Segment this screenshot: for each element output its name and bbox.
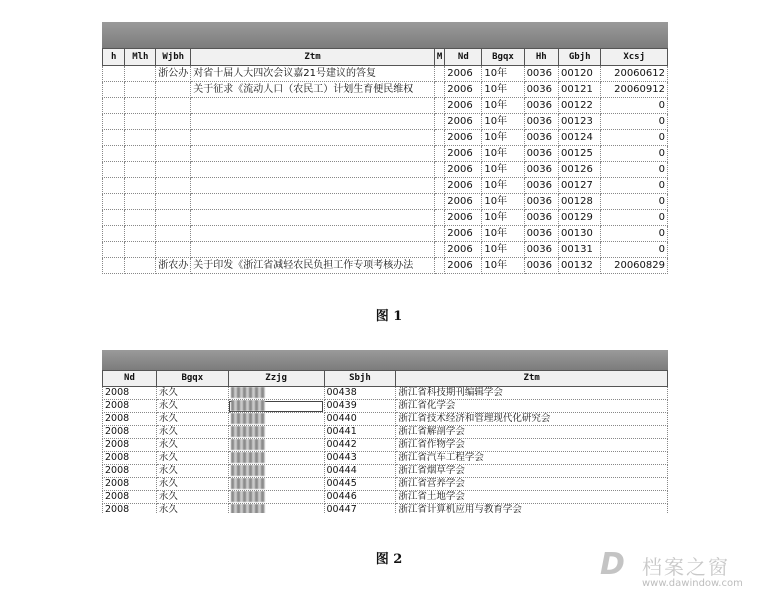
table-row[interactable] [103, 400, 668, 413]
cell-hh[interactable]: 0036 [524, 66, 558, 82]
cell-ztm[interactable]: 浙江省科技期刊编辑学会 [396, 387, 668, 400]
cell-hh[interactable]: 0036 [524, 130, 558, 146]
cell-hh[interactable]: 0036 [524, 226, 558, 242]
cell-xcsj[interactable]: 0 [601, 98, 668, 114]
cell-mlh[interactable] [125, 226, 156, 242]
redacted-value [231, 426, 265, 437]
cell-wjbh[interactable] [156, 130, 191, 146]
cell-gbjh[interactable]: 00123 [559, 114, 601, 130]
cell-bgqx[interactable]: 永久 [156, 426, 228, 439]
cell-wjbh[interactable] [156, 146, 191, 162]
cell-sbjh[interactable]: 00445 [324, 478, 396, 491]
cell-gbjh[interactable]: 00120 [559, 66, 601, 82]
cell-wjbh[interactable] [156, 82, 191, 98]
cell-bgqx[interactable]: 10年 [482, 210, 524, 226]
cell-ztm[interactable]: 浙江省作物学会 [396, 439, 668, 452]
cell-bgqx[interactable]: 永久 [156, 439, 228, 452]
cell-nd[interactable]: 2006 [445, 258, 482, 274]
cell-bgqx[interactable]: 10年 [482, 226, 524, 242]
cell-hh[interactable]: 0036 [524, 210, 558, 226]
redacted-value [231, 465, 265, 476]
cell-nd[interactable]: 2008 [103, 439, 157, 452]
cell-m[interactable] [434, 66, 444, 82]
cell-mlh[interactable] [125, 146, 156, 162]
cell-bgqx[interactable]: 永久 [156, 465, 228, 478]
cell-bgqx[interactable]: 永久 [156, 400, 228, 413]
cell-h[interactable] [103, 98, 125, 114]
cell-sbjh[interactable]: 00438 [324, 387, 396, 400]
cell-ztm[interactable] [191, 226, 435, 242]
table-row[interactable] [103, 465, 668, 478]
cell-ztm[interactable]: 浙江省化学会 [396, 400, 668, 413]
cell-mlh[interactable] [125, 162, 156, 178]
table-row[interactable] [103, 146, 668, 162]
redacted-value [231, 504, 265, 513]
cell-hh[interactable]: 0036 [524, 162, 558, 178]
table-row[interactable] [103, 226, 668, 242]
site-watermark [600, 547, 770, 597]
table-row[interactable] [103, 130, 668, 146]
table-row[interactable] [103, 66, 668, 82]
table-header-row [103, 49, 668, 66]
cell-sbjh[interactable]: 00441 [324, 426, 396, 439]
cell-m[interactable] [434, 82, 444, 98]
cell-nd[interactable]: 2006 [445, 66, 482, 82]
cell-sbjh[interactable]: 00447 [324, 504, 396, 514]
cell-ztm[interactable]: 浙江省土地学会 [396, 491, 668, 504]
cell-bgqx[interactable]: 10年 [482, 146, 524, 162]
column-header-m[interactable]: M [434, 49, 444, 66]
cell-xcsj[interactable]: 20060912 [601, 82, 668, 98]
cell-nd[interactable]: 2006 [445, 226, 482, 242]
cell-nd[interactable]: 2006 [445, 194, 482, 210]
column-header-xcsj[interactable]: Xcsj [601, 49, 668, 66]
cell-zzjg[interactable] [228, 491, 324, 504]
redacted-value [231, 439, 265, 450]
watermark-logo: D [600, 547, 625, 582]
watermark-url: www.dawindow.com [642, 578, 743, 589]
cell-zzjg[interactable] [228, 452, 324, 465]
column-header-h[interactable]: h [103, 49, 125, 66]
cell-nd[interactable]: 2008 [103, 491, 157, 504]
cell-bgqx[interactable]: 10年 [482, 162, 524, 178]
cell-m[interactable] [434, 98, 444, 114]
cell-ztm[interactable]: 浙江省营养学会 [396, 478, 668, 491]
table-row[interactable] [103, 114, 668, 130]
cell-ztm[interactable]: 对省十届人大四次会议嘉21号建议的答复 [191, 66, 435, 82]
cell-mlh[interactable] [125, 130, 156, 146]
table-row[interactable] [103, 452, 668, 465]
cell-gbjh[interactable]: 00132 [559, 258, 601, 274]
redacted-value [231, 413, 265, 424]
cell-xcsj[interactable]: 0 [601, 162, 668, 178]
cell-bgqx[interactable]: 10年 [482, 242, 524, 258]
table-row[interactable] [103, 491, 668, 504]
cell-nd[interactable]: 2006 [445, 82, 482, 98]
cell-wjbh[interactable] [156, 226, 191, 242]
cell-sbjh[interactable]: 00444 [324, 465, 396, 478]
cell-m[interactable] [434, 226, 444, 242]
figure-2-screenshot [102, 350, 668, 513]
cell-m[interactable] [434, 178, 444, 194]
cell-sbjh[interactable]: 00439 [324, 400, 396, 413]
cell-hh[interactable]: 0036 [524, 98, 558, 114]
column-header-ztm[interactable]: Ztm [396, 371, 668, 387]
cell-nd[interactable]: 2008 [103, 387, 157, 400]
table-row[interactable] [103, 98, 668, 114]
redacted-value [231, 387, 265, 398]
cell-nd[interactable]: 2008 [103, 504, 157, 514]
cell-zzjg[interactable] [228, 426, 324, 439]
cell-wjbh[interactable] [156, 98, 191, 114]
window-title-bar [102, 22, 668, 48]
table-row[interactable] [103, 210, 668, 226]
cell-bgqx[interactable]: 永久 [156, 504, 228, 514]
cell-h[interactable] [103, 146, 125, 162]
cell-xcsj[interactable]: 0 [601, 114, 668, 130]
cell-ztm[interactable] [191, 210, 435, 226]
cell-h[interactable] [103, 242, 125, 258]
cell-wjbh[interactable] [156, 210, 191, 226]
cell-hh[interactable]: 0036 [524, 242, 558, 258]
cell-m[interactable] [434, 210, 444, 226]
cell-nd[interactable]: 2006 [445, 210, 482, 226]
cell-wjbh[interactable] [156, 194, 191, 210]
cell-mlh[interactable] [125, 82, 156, 98]
cell-gbjh[interactable]: 00127 [559, 178, 601, 194]
cell-ztm[interactable]: 浙江省烟草学会 [396, 465, 668, 478]
cell-m[interactable] [434, 242, 444, 258]
cell-xcsj[interactable]: 20060829 [601, 258, 668, 274]
column-header-nd[interactable]: Nd [445, 49, 482, 66]
cell-mlh[interactable] [125, 210, 156, 226]
cell-ztm[interactable] [191, 242, 435, 258]
cell-gbjh[interactable]: 00125 [559, 146, 601, 162]
cell-gbjh[interactable]: 00129 [559, 210, 601, 226]
cell-ztm[interactable] [191, 130, 435, 146]
table-row[interactable] [103, 194, 668, 210]
cell-nd[interactable]: 2006 [445, 178, 482, 194]
table-row[interactable] [103, 258, 668, 274]
cell-hh[interactable]: 0036 [524, 178, 558, 194]
watermark-name: 档案之窗 [642, 555, 730, 579]
cell-sbjh[interactable]: 00446 [324, 491, 396, 504]
column-header-sbjh[interactable]: Sbjh [324, 371, 396, 387]
cell-zzjg[interactable] [228, 504, 324, 514]
cell-xcsj[interactable]: 0 [601, 194, 668, 210]
cell-ztm[interactable]: 关于征求《流动人口（农民工）计划生育便民维权 [191, 82, 435, 98]
cell-ztm[interactable] [191, 98, 435, 114]
cell-wjbh[interactable]: 浙农办 [156, 258, 191, 274]
cell-zzjg[interactable] [228, 439, 324, 452]
table-row[interactable] [103, 426, 668, 439]
table-row[interactable] [103, 162, 668, 178]
figure-2-caption: 图 2 [375, 552, 403, 567]
cell-xcsj[interactable]: 0 [601, 178, 668, 194]
cell-h[interactable] [103, 82, 125, 98]
cell-zzjg[interactable] [228, 413, 324, 426]
column-header-hh[interactable]: Hh [524, 49, 558, 66]
cell-gbjh[interactable]: 00126 [559, 162, 601, 178]
column-header-ztm[interactable]: Ztm [191, 49, 435, 66]
cell-gbjh[interactable]: 00124 [559, 130, 601, 146]
column-header-wjbh[interactable]: Wjbh [156, 49, 191, 66]
cell-h[interactable] [103, 130, 125, 146]
table-row[interactable] [103, 439, 668, 452]
table-row[interactable] [103, 413, 668, 426]
cell-wjbh[interactable] [156, 178, 191, 194]
table-row[interactable] [103, 504, 668, 514]
window-title-bar [102, 350, 668, 370]
cell-nd[interactable]: 2006 [445, 162, 482, 178]
cell-nd[interactable]: 2006 [445, 146, 482, 162]
cell-xcsj[interactable]: 0 [601, 210, 668, 226]
cell-h[interactable] [103, 66, 125, 82]
cell-gbjh[interactable]: 00130 [559, 226, 601, 242]
cell-ztm[interactable]: 关于印发《浙江省减轻农民负担工作专项考核办法 [191, 258, 435, 274]
cell-nd[interactable]: 2008 [103, 426, 157, 439]
cell-zzjg[interactable] [228, 400, 324, 413]
cell-bgqx[interactable]: 永久 [156, 491, 228, 504]
cell-bgqx[interactable]: 10年 [482, 194, 524, 210]
cell-gbjh[interactable]: 00128 [559, 194, 601, 210]
cell-ztm[interactable] [191, 114, 435, 130]
figure-1-caption: 图 1 [375, 309, 403, 324]
cell-wjbh[interactable] [156, 162, 191, 178]
cell-gbjh[interactable]: 00131 [559, 242, 601, 258]
cell-bgqx[interactable]: 10年 [482, 82, 524, 98]
cell-h[interactable] [103, 226, 125, 242]
cell-bgqx[interactable]: 10年 [482, 130, 524, 146]
cell-mlh[interactable] [125, 98, 156, 114]
column-header-bgqx[interactable]: Bgqx [156, 371, 228, 387]
redacted-value [231, 452, 265, 463]
cell-mlh[interactable] [125, 258, 156, 274]
cell-xcsj[interactable]: 0 [601, 130, 668, 146]
figure-1-screenshot [102, 22, 668, 278]
cell-m[interactable] [434, 114, 444, 130]
cell-h[interactable] [103, 194, 125, 210]
redacted-value [231, 478, 265, 489]
cell-hh[interactable]: 0036 [524, 146, 558, 162]
column-header-bgqx[interactable]: Bgqx [482, 49, 524, 66]
cell-mlh[interactable] [125, 114, 156, 130]
cell-ztm[interactable] [191, 178, 435, 194]
cell-ztm[interactable]: 浙江省技术经济和管理现代化研究会 [396, 413, 668, 426]
cell-bgqx[interactable]: 10年 [482, 66, 524, 82]
cell-h[interactable] [103, 258, 125, 274]
cell-ztm[interactable] [191, 146, 435, 162]
cell-zzjg[interactable] [228, 478, 324, 491]
cell-h[interactable] [103, 178, 125, 194]
table-row[interactable] [103, 178, 668, 194]
cell-mlh[interactable] [125, 194, 156, 210]
cell-bgqx[interactable]: 10年 [482, 98, 524, 114]
cell-nd[interactable]: 2006 [445, 114, 482, 130]
column-header-zzjg[interactable]: Zzjg [228, 371, 324, 387]
cell-nd[interactable]: 2006 [445, 130, 482, 146]
cell-h[interactable] [103, 162, 125, 178]
table-header-row [103, 371, 668, 387]
cell-wjbh[interactable]: 浙公办 [156, 66, 191, 82]
cell-nd[interactable]: 2008 [103, 478, 157, 491]
cell-h[interactable] [103, 114, 125, 130]
cell-m[interactable] [434, 130, 444, 146]
cell-nd[interactable]: 2008 [103, 465, 157, 478]
cell-ztm[interactable] [191, 194, 435, 210]
cell-mlh[interactable] [125, 66, 156, 82]
cell-zzjg[interactable] [228, 465, 324, 478]
table-row[interactable] [103, 242, 668, 258]
cell-ztm[interactable]: 浙江省计算机应用与教育学会 [396, 504, 668, 514]
cell-wjbh[interactable] [156, 114, 191, 130]
cell-hh[interactable]: 0036 [524, 114, 558, 130]
cell-nd[interactable]: 2008 [103, 452, 157, 465]
redacted-value [231, 491, 265, 502]
cell-xcsj[interactable]: 20060612 [601, 66, 668, 82]
cell-mlh[interactable] [125, 178, 156, 194]
cell-bgqx[interactable]: 永久 [156, 387, 228, 400]
cell-nd[interactable]: 2006 [445, 242, 482, 258]
cell-m[interactable] [434, 162, 444, 178]
cell-bgqx[interactable]: 10年 [482, 114, 524, 130]
cell-xcsj[interactable]: 0 [601, 146, 668, 162]
cell-hh[interactable]: 0036 [524, 194, 558, 210]
cell-mlh[interactable] [125, 242, 156, 258]
cell-sbjh[interactable]: 00443 [324, 452, 396, 465]
cell-gbjh[interactable]: 00121 [559, 82, 601, 98]
table-row[interactable] [103, 82, 668, 98]
cell-m[interactable] [434, 258, 444, 274]
cell-sbjh[interactable]: 00440 [324, 413, 396, 426]
cell-zzjg[interactable] [228, 387, 324, 400]
cell-bgqx[interactable]: 10年 [482, 258, 524, 274]
cell-xcsj[interactable]: 0 [601, 226, 668, 242]
cell-h[interactable] [103, 210, 125, 226]
cell-hh[interactable]: 0036 [524, 258, 558, 274]
table-row[interactable] [103, 387, 668, 400]
cell-bgqx[interactable]: 永久 [156, 452, 228, 465]
cell-sbjh[interactable]: 00442 [324, 439, 396, 452]
cell-wjbh[interactable] [156, 242, 191, 258]
archive-table-2 [102, 370, 668, 513]
cell-nd[interactable]: 2008 [103, 400, 157, 413]
table-row[interactable] [103, 478, 668, 491]
column-header-nd[interactable]: Nd [103, 371, 157, 387]
cell-xcsj[interactable]: 0 [601, 242, 668, 258]
cell-ztm[interactable] [191, 162, 435, 178]
cell-m[interactable] [434, 146, 444, 162]
cell-gbjh[interactable]: 00122 [559, 98, 601, 114]
archive-table-1 [102, 48, 668, 274]
cell-hh[interactable]: 0036 [524, 82, 558, 98]
cell-ztm[interactable]: 浙江省汽车工程学会 [396, 452, 668, 465]
cell-nd[interactable]: 2006 [445, 98, 482, 114]
column-header-gbjh[interactable]: Gbjh [559, 49, 601, 66]
cell-bgqx[interactable]: 永久 [156, 413, 228, 426]
cell-bgqx[interactable]: 永久 [156, 478, 228, 491]
cell-bgqx[interactable]: 10年 [482, 178, 524, 194]
cell-ztm[interactable]: 浙江省解剖学会 [396, 426, 668, 439]
cell-m[interactable] [434, 194, 444, 210]
redacted-value [231, 400, 265, 411]
cell-nd[interactable]: 2008 [103, 413, 157, 426]
column-header-mlh[interactable]: Mlh [125, 49, 156, 66]
